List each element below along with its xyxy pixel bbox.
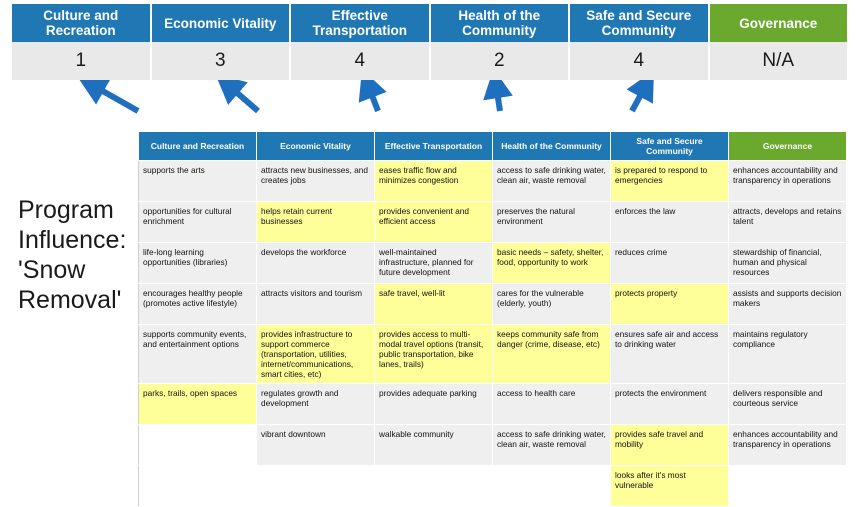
table-row [139,425,847,466]
table-row [139,161,847,202]
matrix-cell-r1-c2: provides convenient and efficient access [375,202,493,243]
page-title: Program Influence: 'Snow Removal' [18,196,127,314]
matrix-cell-r6-c3: access to safe drinking water, clean air, waste removal [493,425,611,466]
matrix-header-3: Health of the Community [493,132,611,161]
matrix-header-5: Governance [729,132,847,161]
matrix-cell-r3-c3: cares for the vulnerable (elderly, youth) [493,284,611,325]
category-header-band [12,4,847,42]
matrix-cell-r6-c2: walkable community [375,425,493,466]
matrix-cell-r0-c5: enhances accountability and transparency in operations [729,161,847,202]
category-score-0: 1 [12,42,152,80]
matrix-cell-r7-c4: looks after it's most vulnerable [611,466,729,507]
matrix-cell-r2-c3: basic needs – safety, shelter, food, opportunity to work [493,243,611,284]
matrix-header-4: Safe and Secure Community [611,132,729,161]
matrix-cell-r7-c1 [257,466,375,507]
category-score-5: N/A [762,50,795,71]
matrix-cell-r7-c2 [375,466,493,507]
matrix-cell-r7-c5 [729,466,847,507]
matrix-cell-r1-c5: attracts, develops and retains talent [729,202,847,243]
category-score-4: 4 [570,42,710,80]
matrix-cell-r7-c3 [493,466,611,507]
matrix-cell-r4-c0: supports community events, and entertainment options [139,325,257,384]
matrix-header-1: Economic Vitality [257,132,375,161]
matrix-cell-r5-c5: delivers responsible and courteous service [729,384,847,425]
matrix-cell-r0-c3: access to safe drinking water, clean air, waste removal [493,161,611,202]
matrix-cell-r5-c3: access to health care [493,384,611,425]
category-score-2: 4 [291,42,431,80]
matrix-cell-r1-c0: opportunities for cultural enrichment [139,202,257,243]
matrix-cell-r6-c5: enhances accountability and transparency in operations [729,425,847,466]
category-header-3: Health of the Community [431,4,571,42]
matrix-cell-r4-c5: maintains regulatory compliance [729,325,847,384]
arrow-culture-recreation [92,85,138,111]
table-row [139,202,847,243]
table-row [139,243,847,284]
category-header-5: Governance [710,4,848,42]
table-row [139,384,847,425]
matrix-cell-r6-c0 [139,425,257,466]
arrow-layer [0,80,859,132]
matrix-cell-r2-c4: reduces crime [611,243,729,284]
matrix-cell-r1-c4: enforces the law [611,202,729,243]
table-row [139,284,847,325]
matrix-cell-r0-c1: attracts new businesses, and creates jobs [257,161,375,202]
matrix-cell-r4-c1: provides infrastructure to support commerce (transportation, utilities, internet/communications, smart cities, etc) [257,325,375,384]
matrix-header-0: Culture and Recreation [139,132,257,161]
table-row [139,325,847,384]
matrix-cell-r3-c0: encourages healthy people (promotes active lifestyle) [139,284,257,325]
arrow-safe-secure [632,85,646,111]
matrix-cell-r6-c1: vibrant downtown [257,425,375,466]
matrix-cell-r3-c1: attracts visitors and tourism [257,284,375,325]
matrix-cell-r0-c4: is prepared to respond to emergencies [611,161,729,202]
category-score-1: 3 [152,42,292,80]
matrix-header-2: Effective Transportation [375,132,493,161]
arrow-economic-vitality [228,85,258,111]
matrix-cell-r2-c5: stewardship of financial, human and physical resources [729,243,847,284]
matrix-cell-r3-c2: safe travel, well-lit [375,284,493,325]
category-header-2: Effective Transportation [291,4,431,42]
matrix-cell-r2-c1: develops the workforce [257,243,375,284]
matrix-cell-r0-c2: eases traffic flow and minimizes congestion [375,161,493,202]
category-header-4: Safe and Secure Community [570,4,710,42]
matrix-cell-r4-c4: ensures safe air and access to drinking water [611,325,729,384]
arrow-health-community [496,85,500,111]
category-header-0: Culture and Recreation [12,4,152,42]
matrix-cell-r4-c2: provides access to multi-modal travel options (transit, public transportation, bike lanes, trails) [375,325,493,384]
matrix-cell-r4-c3: keeps community safe from danger (crime, disease, etc) [493,325,611,384]
category-score-band [12,42,847,80]
matrix-cell-r5-c2: provides adequate parking [375,384,493,425]
matrix-header-row [139,132,847,161]
matrix-cell-r6-c4: provides safe travel and mobility [611,425,729,466]
matrix-cell-r5-c1: regulates growth and development [257,384,375,425]
matrix-cell-r3-c4: protects property [611,284,729,325]
category-score-3: 2 [431,42,571,80]
influence-matrix [138,131,847,507]
matrix-cell-r1-c1: helps retain current businesses [257,202,375,243]
matrix-cell-r5-c0: parks, trails, open spaces [139,384,257,425]
matrix-cell-r7-c0 [139,466,257,507]
table-row [139,466,847,507]
matrix-cell-r1-c3: preserves the natural environment [493,202,611,243]
arrow-effective-transportation [368,85,378,111]
matrix-cell-r2-c2: well-maintained infrastructure, planned for future development [375,243,493,284]
category-header-1: Economic Vitality [152,4,292,42]
matrix-cell-r0-c0: supports the arts [139,161,257,202]
matrix-cell-r3-c5: assists and supports decision makers [729,284,847,325]
matrix-body [139,161,847,507]
matrix-cell-r2-c0: life-long learning opportunities (libraries) [139,243,257,284]
matrix-cell-r5-c4: protects the environment [611,384,729,425]
